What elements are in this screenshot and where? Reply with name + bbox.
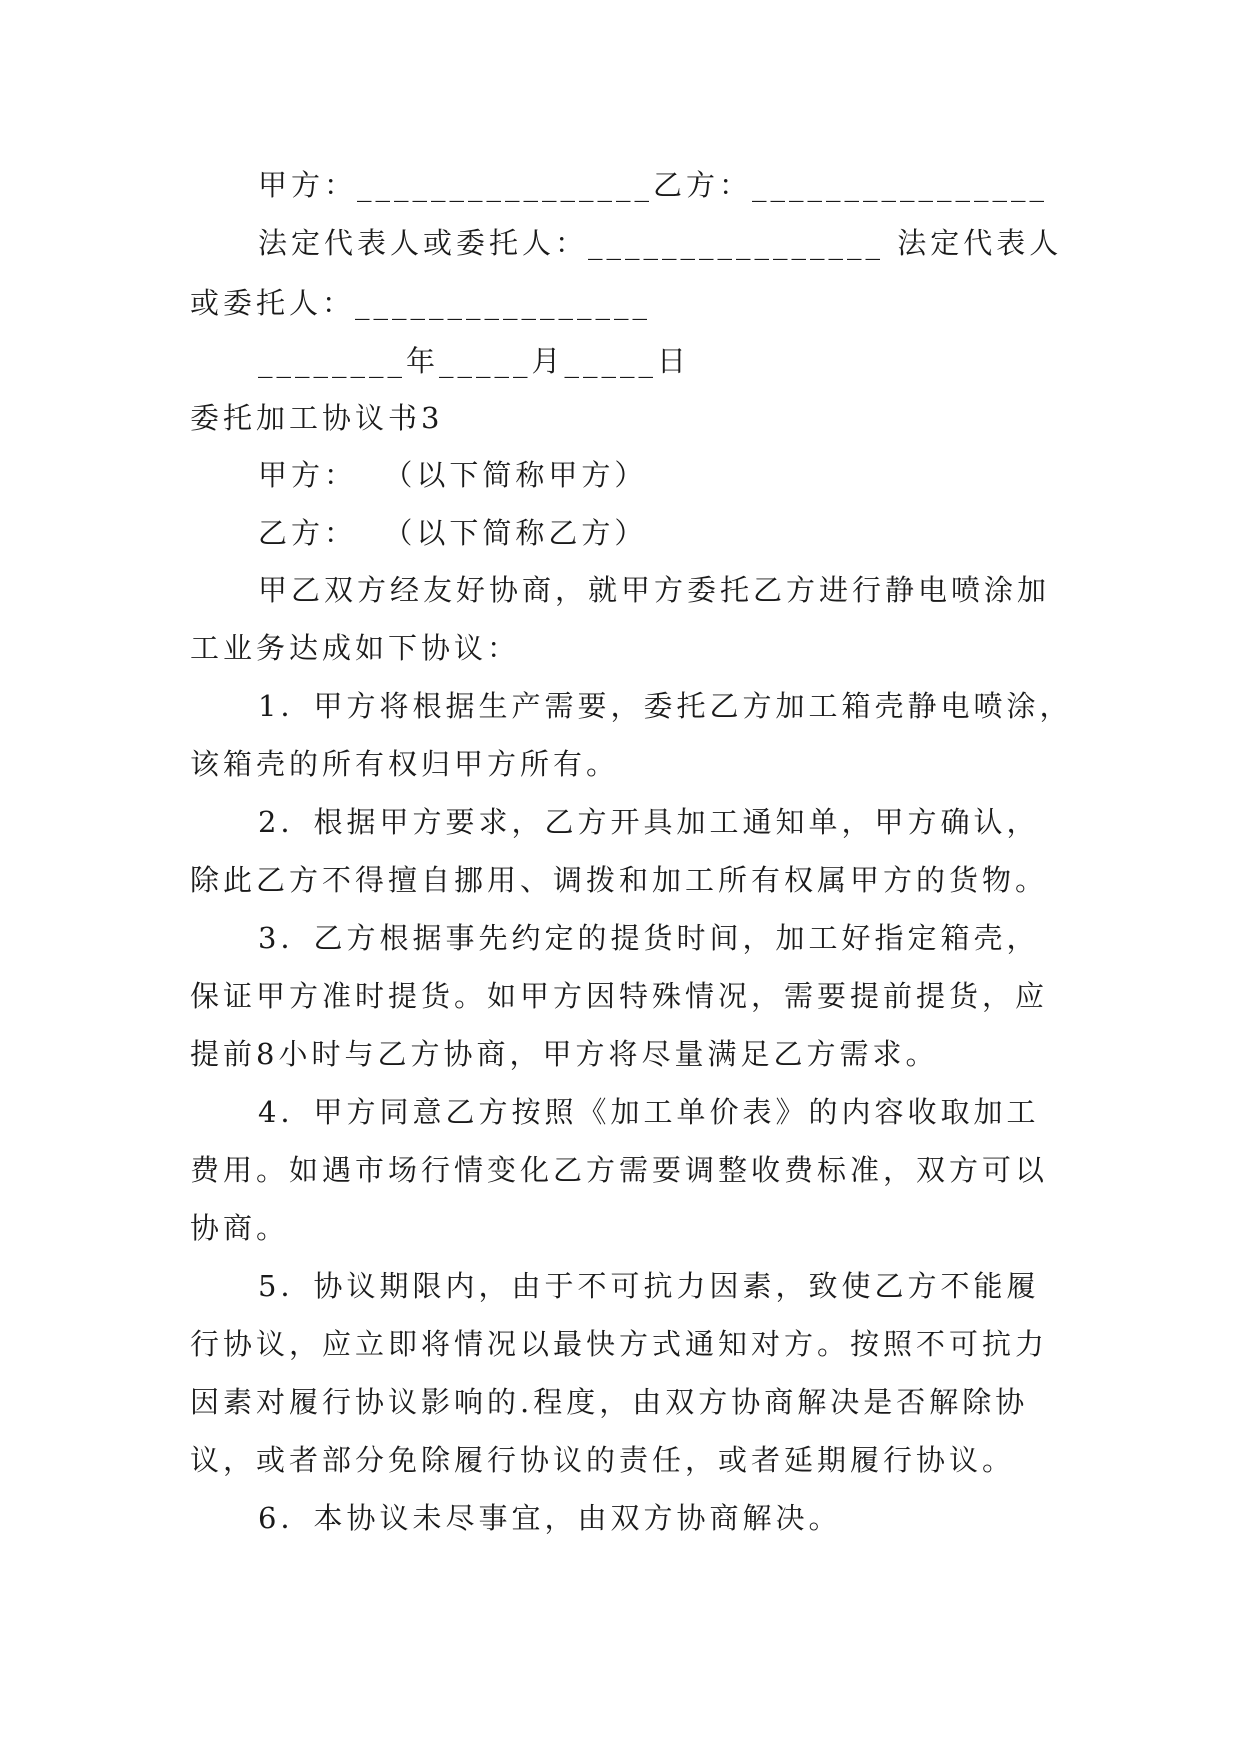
section-title: 委托加工协议书3 bbox=[190, 401, 444, 435]
clause-4-line: 4．甲方同意乙方按照《加工单价表》的内容收取加工 bbox=[258, 1095, 1040, 1129]
clause-2-line: 2．根据甲方要求，乙方开具加工通知单，甲方确认， bbox=[258, 805, 1040, 839]
clause-6-line: 6．本协议未尽事宜，由双方协商解决。 bbox=[258, 1501, 842, 1535]
clause-3-line: 保证甲方准时提货。如甲方因特殊情况，需要提前提货，应 bbox=[190, 979, 1049, 1013]
clause-5-line: 议，或者部分免除履行协议的责任，或者延期履行协议。 bbox=[190, 1443, 1016, 1477]
clause-4-line: 协商。 bbox=[190, 1211, 290, 1245]
clause-4-line: 费用。如遇市场行情变化乙方需要调整收费标准，双方可以 bbox=[190, 1153, 1049, 1187]
date-line: ________年_____月_____日 bbox=[258, 344, 691, 378]
clause-5-line: 5．协议期限内，由于不可抗力因素，致使乙方不能履 bbox=[258, 1269, 1040, 1303]
party-b-line: 乙方： （以下简称乙方） bbox=[258, 516, 648, 550]
clause-1-line: 该箱壳的所有权归甲方所有。 bbox=[190, 747, 620, 781]
clause-5-line: 行协议，应立即将情况以最快方式通知对方。按照不可抗力 bbox=[190, 1327, 1049, 1361]
clause-3-line: 3．乙方根据事先约定的提货时间，加工好指定箱壳， bbox=[258, 921, 1040, 955]
clause-5-line: 因素对履行协议影响的.程度，由双方协商解决是否解除协 bbox=[190, 1385, 1029, 1419]
intro-paragraph-line: 工业务达成如下协议： bbox=[190, 631, 521, 665]
signature-line-representative-cont: 或委托人：________________ bbox=[190, 286, 652, 320]
intro-paragraph-line: 甲乙双方经友好协商，就甲方委托乙方进行静电喷涂加 bbox=[258, 573, 1051, 607]
clause-2-line: 除此乙方不得擅自挪用、调拨和加工所有权属甲方的货物。 bbox=[190, 863, 1049, 897]
party-a-line: 甲方： （以下简称甲方） bbox=[258, 458, 648, 492]
clause-3-line: 提前8小时与乙方协商，甲方将尽量满足乙方需求。 bbox=[190, 1037, 939, 1071]
signature-line-parties: 甲方：________________乙方：________________ bbox=[258, 168, 1049, 202]
signature-line-representative: 法定代表人或委托人：________________ 法定代表人 bbox=[258, 226, 1063, 260]
clause-1-line: 1．甲方将根据生产需要，委托乙方加工箱壳静电喷涂， bbox=[258, 689, 1073, 723]
